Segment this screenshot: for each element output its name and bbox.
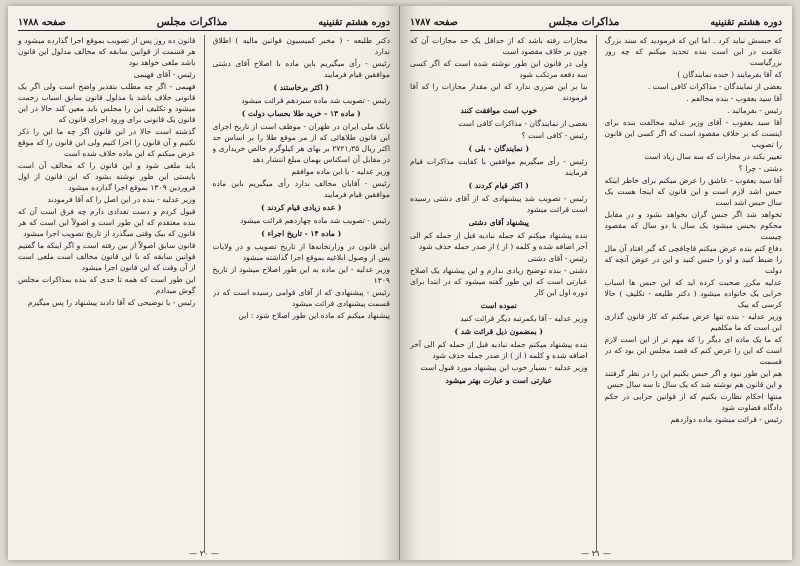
right-page-number: صفحه ۱۷۸۷ [410,17,458,28]
left-page-right-column [213,35,391,553]
paragraph: قبول کردم و دست تعدادی دارم چه فرق است آن که بنده معتقدم که این طور است و اصولاً این است که هر قانون که بیک وقتی میگذرد از تاریخ تصویب اجرا میشود [18,207,196,238]
paragraph: ولی در قانون این طور نوشته شده است که اگر کسی سه دفعه مرتکب شود [410,59,588,79]
paragraph: رئیس - آقای دشتی [527,254,588,263]
paragraph: تخواهد شد اگر جنس گران بخواهد بشود و در مقابل محکوم بحبس میشود یک سال یا دو سال که مقصود چیست [604,210,782,241]
paragraph: که حبسش نباید کرد . اما این که فرمودید که سند بزرگ علامت در این است بنده تجدید میکنم که چه روز بزرگیاست [604,36,782,67]
right-page-footer: — ۲۱ — [581,549,611,558]
paragraph: عدلیه مکرر صحبت کرده اید که این حبس ها اسباب خرابی یک خانواده میشود ( دکتر طلیعه - تکلیف ) حالا کرسی که بیک [604,278,782,309]
paragraph: رئیس - تصویب شد ماده چهاردهم قرائت میشود [239,216,390,225]
paragraph: آقا سید یعقوب - بنده مخالفم . [686,94,782,103]
paragraph: مجازات رفته باشد که از حداقل یک حد مجازات آن که چون بر خلاف مقصود است [410,36,588,56]
left-page-footer: — ۲۰ — [189,549,219,558]
paragraph: گذشته است حالا در این قانون اگر چه ما این را ذکر نکنیم و آن قانون را اجرا کنیم ولی این قانون را که موقع عرض میکنم که این ماده خلاف شده است [18,127,196,158]
paragraph: بانک ملی ایران در طهران - موظف است از تاریخ اجرای این قانون طلاهائی که از مر موقع طلا را بر اساس حد اکثر ریال ۲۷۲۱٫۳۵ بر بهای هر کیلوگرم خالص خریداری و در مقابل آن اسکناس بهمان مبلغ انتشار دهد [212,122,390,164]
paragraph: وزیر عدلیه - بنده در این اصل را که آقا فرمودند [47,195,196,204]
left-page-number: صفحه ۱۷۸۸ [18,17,66,28]
paragraph: رئیس - کافی است ؟ [521,131,588,140]
paragraph: هم این طور نبود و اگر حبس بکنیم این را در نظر گرفتند و این قانون هم نوشته شد که یک سال تا سه سال حبس [604,369,782,389]
paragraph: رئیس - رأی میگیریم موافقین با کفایت مذاکرات قیام فرمایند [410,157,588,177]
right-title: مذاکرات مجلس [548,16,620,28]
paragraph: ( نمایندگان - بلی ) [468,144,530,153]
paragraph: ( اکثر قیام کردند ) [468,181,529,190]
column-divider [204,35,205,553]
paragraph: نموده است [480,301,517,310]
paragraph: ( ماده ۱۴ - تاریخ اجراء ) [261,229,342,238]
paragraph: وزیر عدلیه - با این ماده موافقم [291,167,390,176]
left-page-header [18,12,390,31]
left-page [8,6,400,560]
book-spread [8,6,792,560]
paragraph: رئیس - تصویب شد ماده سیزدهم قرائت میشود [241,96,390,105]
paragraph: دفاع کنم بنده عرض میکنم قاچاقچی که گیر افتاد آن مال را ضبط کنید و او را حبس کنید و این در عوض آنچه که دولت [604,244,782,275]
paragraph: دشتی - چرا ؟ [738,164,782,173]
paragraph: فهیمی - اگر چه مطلب بتقدیر واضح است ولی اگر یک قانونی خلاف باشد با مدلول قانون سابق اسباب زحمت میشود و تکلیف این را مجلس باید معین کند حالا در این قانون یک قانونی برای ورود اجرای قانون که [18,82,196,124]
paragraph: وزیر عدلیه - این ماده به این طور اصلاح میشود از تاریخ ۱۳۰۹ [212,265,390,285]
paragraph: رئیس - آقایان مخالف ندارد رأی میگیریم باین ماده موافقین قیام فرمایند [212,179,390,199]
paragraph: این طور است که همه تا حدی که بنده بمذاکرات مجلس گوش میدادم [18,275,196,295]
paragraph: بنا بر این ضرری ندارد که این مقدار مجازات را که آقا فرمودند [410,82,588,102]
paragraph: رئیس - آقای فهیمی [133,70,196,79]
right-page-left-column [410,35,588,553]
paragraph: بنده پیشنهاد میکنم جمله نبادیه قبل از جمله کم الی آخر اضافه شده و کلمه ( از ) از صدر جمله حذف شود [410,340,588,360]
paragraph: عبارتی است و عبارت بهتر میشود [445,376,553,385]
paragraph: پیشنهاد میکنم که ماده این طور اصلاح شود : این [238,311,390,320]
paragraph: بنده پیشنهاد میکنم که جمله نبادیه قبل از جمله کم الی آخر اضافه شده و کلمه ( از ) از صدر جمله حذف شود [410,231,588,251]
paragraph: رئیس - با توضیحی که آقا دادند پیشنهاد را پس میگیرم [27,298,196,307]
paragraph: ( ماده ۱۳ - خرید طلا بحساب دولت ) [241,109,361,118]
column-divider [596,35,597,553]
left-session-label: دوره هشتم تقنینیه [318,17,390,28]
paragraph: دکتر طلیعه - ( مخبر کمیسیون قوانین مالیه ) اطلاق ندارد [212,36,390,56]
left-columns [18,35,390,553]
paragraph: قانون سابق اصولاً از بین رفته است و اگر اینکه ما گفتیم قوانین سابقه که با این قانون مخالف است ملغی است از آن وقت که این قانون اجرا میشود [18,241,196,272]
paragraph: که ما یک ماده ای دیگر را که مهم تر از این است لازم است که این را عرض کنم که قصد مجلس این بود که در قسمت [604,335,782,366]
paragraph: بعضی از نمایندگان - مذاکرات کافی است . [647,82,782,91]
paragraph: آقا سید یعقوب - آقای وزیر عدلیه مخالفت بنده برای اینست که بر خلاف مقصود است که اگر کسی این قانون را تصویب [604,118,782,149]
paragraph: رئیس - بفرمائید . [727,106,782,115]
paragraph: دشتی - بنده توضیح زیادی ندارم و این پیشنهاد یک اصلاح عبارتی است که این طور گفته میشود که در ابتدا برای دوره اول این کار [410,266,588,297]
right-page-right-column [605,35,783,553]
right-columns [410,35,782,553]
paragraph: رئیس - رأی میگیریم باین ماده با اصلاح آقای دشتی موافقین قیام فرمایند [212,59,390,79]
right-footer-number: ۲۱ [591,549,601,558]
paragraph: ( عده زیادی قیام کردند ) [260,203,342,212]
paragraph: پیشنهاد آقای دشتی [468,218,529,227]
paragraph: این قانون در وزارتخانه‌ها از تاریخ تصویب و در ولایات پس از وصول ابلاغیه بموقع اجرا گذاشته میشود [212,242,390,262]
paragraph: رئیس - تصویب شد پیشنهادی که از آقای دشتی رسیده است قرائت میشود [410,194,588,214]
paragraph: تغییر بکند در مجازات که سه سال زیاد است [644,152,782,161]
paragraph: وزیر عدلیه - آقا یکمرتبه دیگر قرائت کنید [460,314,588,323]
left-footer-number: ۲۰ [199,549,209,558]
paragraph: رئیس - پیشنهادی که از آقای قوامی رسیده است که در قسمت پیشنهادی قرائت میشود [212,288,390,308]
paragraph: که آقا بفرمایند ( خنده نمایندگان ) [677,70,782,79]
paragraph: رئیس - قرائت میشود ماده دوازدهم [670,415,782,424]
right-page-header [410,12,782,31]
paragraph: بعضی از نمایندگان - مذاکرات کافی است [458,119,588,128]
paragraph: ( بمضمون ذیل قرائت شد ) [454,327,543,336]
paragraph: وزیر عدلیه - بنده تنها عرض میکنم که کار قانون گذاری این است که ما مکلفیم [604,312,782,332]
paragraph: آقا سید یعقوب - عاشق را عرض میکنم برای خاطر اینکه حبس اشد لازم است و این قانون که اینجا هست یک سال حبس اشد است [604,176,782,207]
right-session-label: دوره هشتم تقنینیه [710,17,782,28]
paragraph: قانون ده روز پس از تصویب بموقع اجرا گذارده میشود و هر قسمت از قوانین سابقه که مخالف مدلول این قانون باشد ملغی خواهد بود [18,36,196,67]
left-page-left-column [18,35,196,553]
paragraph: ( اکثر برخاستند ) [273,83,330,92]
left-title: مذاکرات مجلس [156,16,228,28]
paragraph: منتها احکام نظارت بکنیم که از قوانین جزایی در حکم دادگاه قضاوت شود [604,392,782,412]
paragraph: باید ملغی شود و این قانون را که مخالف آن است بایستی این طور نوشته بشود که این قانون از اول فروردین ۱۳۰۹ بموقع اجرا گذارده میشود [18,161,196,192]
right-page [400,6,792,560]
paragraph: وزیر عدلیه - بسیار خوب این پیشنهاد مورد قبول است [420,363,588,372]
paragraph: خوب است موافقت کنند [460,106,538,115]
